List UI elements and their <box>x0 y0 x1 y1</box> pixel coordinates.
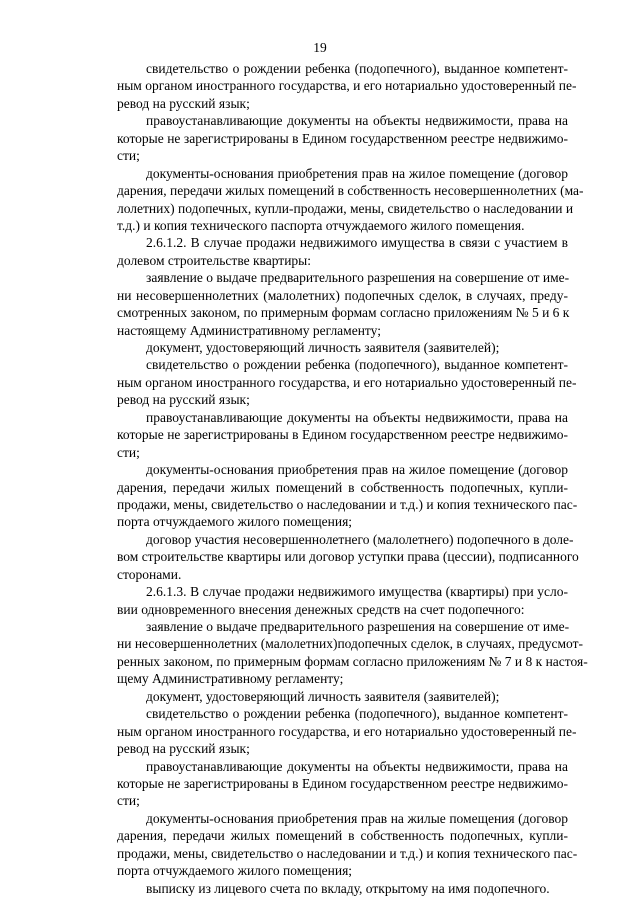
text-line: ным органом иностранного государства, и его нотариально удостоверенный пе- <box>117 374 577 390</box>
text-line: правоустанавливающие документы на объекты недвижимости, права на <box>146 758 568 774</box>
text-line: долевом строительстве квартиры: <box>117 252 311 268</box>
text-line: дарения, передачи жилых помещений в собственность подопечных, купли- <box>117 479 568 495</box>
text-line: порта отчуждаемого жилого помещения; <box>117 514 353 530</box>
text-line: щему Административному регламенту; <box>117 671 344 687</box>
text-line: документы-основания приобретения прав на жилое помещение (договор <box>146 165 568 181</box>
text-line: настоящему Административному регламенту; <box>117 322 381 338</box>
page-number: 19 <box>313 40 327 55</box>
text-line: продажи, мены, свидетельство о наследовании и т.д.) и копия технического пас- <box>117 496 578 512</box>
text-line: документ, удостоверяющий личность заявителя (заявителей); <box>146 688 500 704</box>
text-line: сти; <box>117 148 140 164</box>
text-line: свидетельство о рождении ребенка (подопечного), выданное компетент- <box>146 706 568 722</box>
text-line: т.д.) и копия технического паспорта отчуждаемого жилого помещения. <box>117 217 525 233</box>
text-line: которые не зарегистрированы в Едином государственном реестре недвижимо- <box>117 775 568 791</box>
text-line: 2.6.1.3. В случае продажи недвижимого имущества (квартиры) при усло- <box>146 584 568 600</box>
text-line: заявление о выдаче предварительного разрешения на совершение от име- <box>146 619 570 634</box>
text-line: дарения, передачи жилых помещений в собственность подопечных, купли- <box>117 828 568 844</box>
text-line: порта отчуждаемого жилого помещения; <box>117 863 353 879</box>
text-line: ным органом иностранного государства, и его нотариально удостоверенный пе- <box>117 723 577 739</box>
text-line: которые не зарегистрированы в Едином государственном реестре недвижимо- <box>117 427 568 443</box>
text-line: ным органом иностранного государства, и его нотариально удостоверенный пе- <box>117 78 577 94</box>
text-line: сти; <box>117 793 140 809</box>
text-line: которые не зарегистрированы в Едином государственном реестре недвижимо- <box>117 130 568 146</box>
text-line: вии одновременного внесения денежных средств на счет подопечного: <box>117 601 525 617</box>
text-line: 2.6.1.2. В случае продажи недвижимого имущества в связи с участием в <box>146 235 568 251</box>
text-line: ревод на русский язык; <box>117 95 250 111</box>
text-line: вом строительстве квартиры или договор уступки права (цессии), подписанного <box>117 549 579 565</box>
text-line: выписку из лицевого счета по вкладу, открытому на имя подопечного. <box>146 880 550 896</box>
text-line: документ, удостоверяющий личность заявителя (заявителей); <box>146 340 500 355</box>
text-line: лолетних) подопечных, купли-продажи, мены, свидетельство о наследовании и <box>117 200 574 216</box>
text-line: свидетельство о рождении ребенка (подопечного), выданное компетент- <box>146 61 568 76</box>
text-line: документы-основания приобретения прав на жилые помещения (договор <box>146 810 568 826</box>
text-line: правоустанавливающие документы на объекты недвижимости, права на <box>146 113 568 129</box>
text-line: свидетельство о рождении ребенка (подопечного), выданное компетент- <box>146 357 568 373</box>
text-line: ревод на русский язык; <box>117 741 250 757</box>
text-line: договор участия несовершеннолетнего (малолетнего) подопечного в доле- <box>146 531 574 547</box>
text-line: заявление о выдаче предварительного разрешения на совершение от име- <box>146 270 570 286</box>
text-line: документы-основания приобретения прав на жилое помещение (договор <box>146 462 568 478</box>
text-line: правоустанавливающие документы на объекты недвижимости, права на <box>146 409 568 425</box>
text-line: ренных законом, по примерным формам согласно приложениям № 7 и 8 к настоя- <box>117 653 588 669</box>
text-line: продажи, мены, свидетельство о наследовании и т.д.) и копия технического пас- <box>117 845 578 861</box>
text-line: смотренных законом, по примерным формам согласно приложениям № 5 и 6 к <box>117 305 570 321</box>
text-line: ни несовершеннолетних (малолетних)подопечных сделок, в случаях, предусмот- <box>117 636 584 652</box>
document-body <box>117 60 588 897</box>
text-line: ни несовершеннолетних (малолетних) подопечных сделок, в случаях, преду- <box>117 287 568 303</box>
text-line: сторонами. <box>117 566 182 582</box>
text-line: дарения, передачи жилых помещений в собственность несовершеннолетних (ма- <box>117 183 584 199</box>
text-line: сти; <box>117 444 140 460</box>
text-line: ревод на русский язык; <box>117 392 250 408</box>
